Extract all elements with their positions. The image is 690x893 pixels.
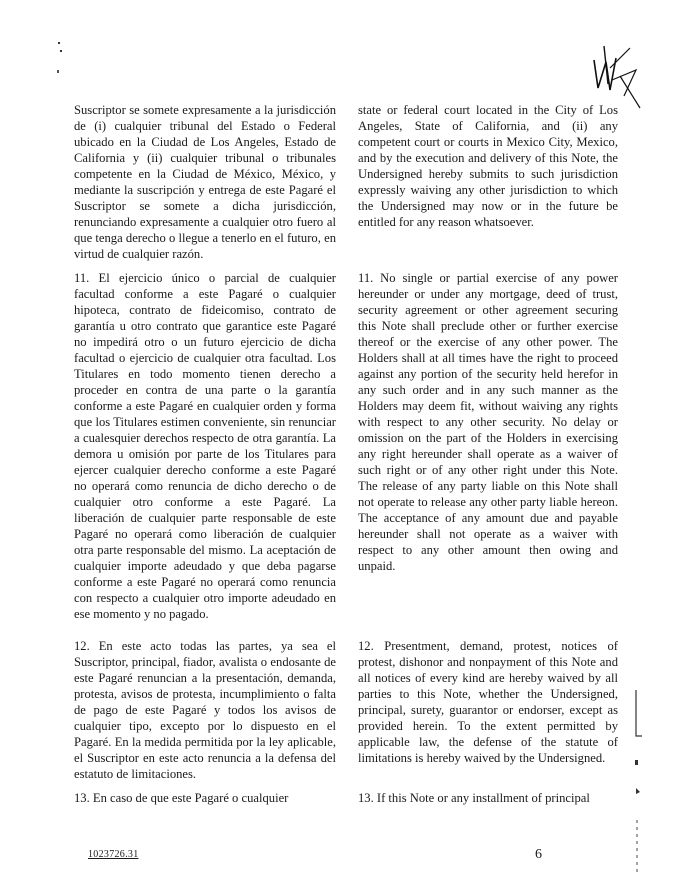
es-paragraph-10-continued: Suscriptor se somete expresamente a la jurisdicción de (i) cualquier tribunal del Estado o Federal ubicado en la Ciudad de Los Angeles, Estado de California y (ii) cualquier tribunal o tribunales competente en la Ciudad de México, México, y mediante la suscripción y entrega de este Pagaré el Suscriptor se somete a dicha jurisdicción, renunciando expresamente a cualquier otro fuero al que tenga derecho o llegue a tenerlo en el futuro, en virtud de cualquier razón. <box>74 103 336 261</box>
en-paragraph-13: 13. If this Note or any installment of principal <box>358 791 590 805</box>
es-paragraph-12: 12. En este acto todas las partes, ya sea el Suscriptor, principal, fiador, avalista o endosante de este Pagaré renuncian a la presentación, demanda, protesta, avisos de protesta, incumplimiento o falta de pago de este Pagaré y todos los avisos de cualquier tipo, excepto por lo dispuesto en el Pagaré. En la medida permitida por la ley aplicable, el Suscriptor en este acto renuncia a la defensa del estatuto de limitaciones. <box>74 639 336 781</box>
scan-marks-top-left <box>56 42 66 78</box>
en-paragraph-10-continued: state or federal court located in the City of Los Angeles, State of California, and (ii) any competent court or courts in Mexico City, Mexico, and by the execution and delivery of this Note, the Undersigned hereby submits to such jurisdiction expressly waiving any other jurisdiction to which the Undersigned may now or in the future be entitled for any reason whatsoever. <box>358 103 618 229</box>
es-paragraph-11: 11. El ejercicio único o parcial de cualquier facultad conforme a este Pagaré o cualquier hipoteca, contrato de fideicomiso, contrato de garantía u otro contrato que garantice este Pagaré no impedirá otro o un futuro ejercicio de dicha facultad o ejercicio de cualquier otra facultad. Los Titulares en todo momento tienen derecho a proceder en contra de una parte o la garantía conforme a este Pagaré en cualquier orden y forma que los Titulares estimen conveniente, sin renunciar a cualesquier derechos respecto de otra garantía. La demora u omisión por parte de los Titulares para ejercer cualquier derecho conforme a este Pagaré no operará como renuncia de dicho derecho o de cualquier otro conforme a este Pagaré. La liberación de cualquier parte responsable de este Pagaré no operará como liberación de cualquier otra parte responsable del mismo. La aceptación de cualquier importe adeudado y que deba pagarse conforme a este Pagaré no operará como renuncia con respecto a cualquier otro importe adeudado en ese momento y no pagado. <box>74 271 336 621</box>
document-id: 1023726.31 <box>88 849 139 860</box>
es-paragraph-13: 13. En caso de que este Pagaré o cualquier <box>74 791 289 805</box>
en-paragraph-11: 11. No single or partial exercise of any power hereunder or under any mortgage, deed of trust, security agreement or other agreement securing this Note shall preclude other or further exercise thereof or the exercise of any other power. The Holders shall at all times have the right to proceed against any portion of the security held herefor in any such order and in any such manner as the Holders may deem fit, without waiving any rights with respect to any other security. No delay or omission on the part of the Holders in exercising any right hereunder shall operate as a waiver of such right or of any other right under this Note. The release of any party liable on this Note shall not operate to release any other party liable hereon. The acceptance of any amount due and payable hereunder shall not operate as a waiver with respect to any other amount then owing and unpaid. <box>358 271 618 573</box>
scan-marks-right-margin <box>628 690 648 880</box>
en-paragraph-12: 12. Presentment, demand, protest, notices of protest, dishonor and nonpayment of this Note and all notices of every kind are hereby waived by all parties to this Note, whether the Undersigned, principal, surety, guarantor or endorser, except as provided herein. To the extent permitted by applicable law, the defense of the statute of limitations is hereby waived by the Undersigned. <box>358 639 618 765</box>
page-number: 6 <box>535 847 542 862</box>
